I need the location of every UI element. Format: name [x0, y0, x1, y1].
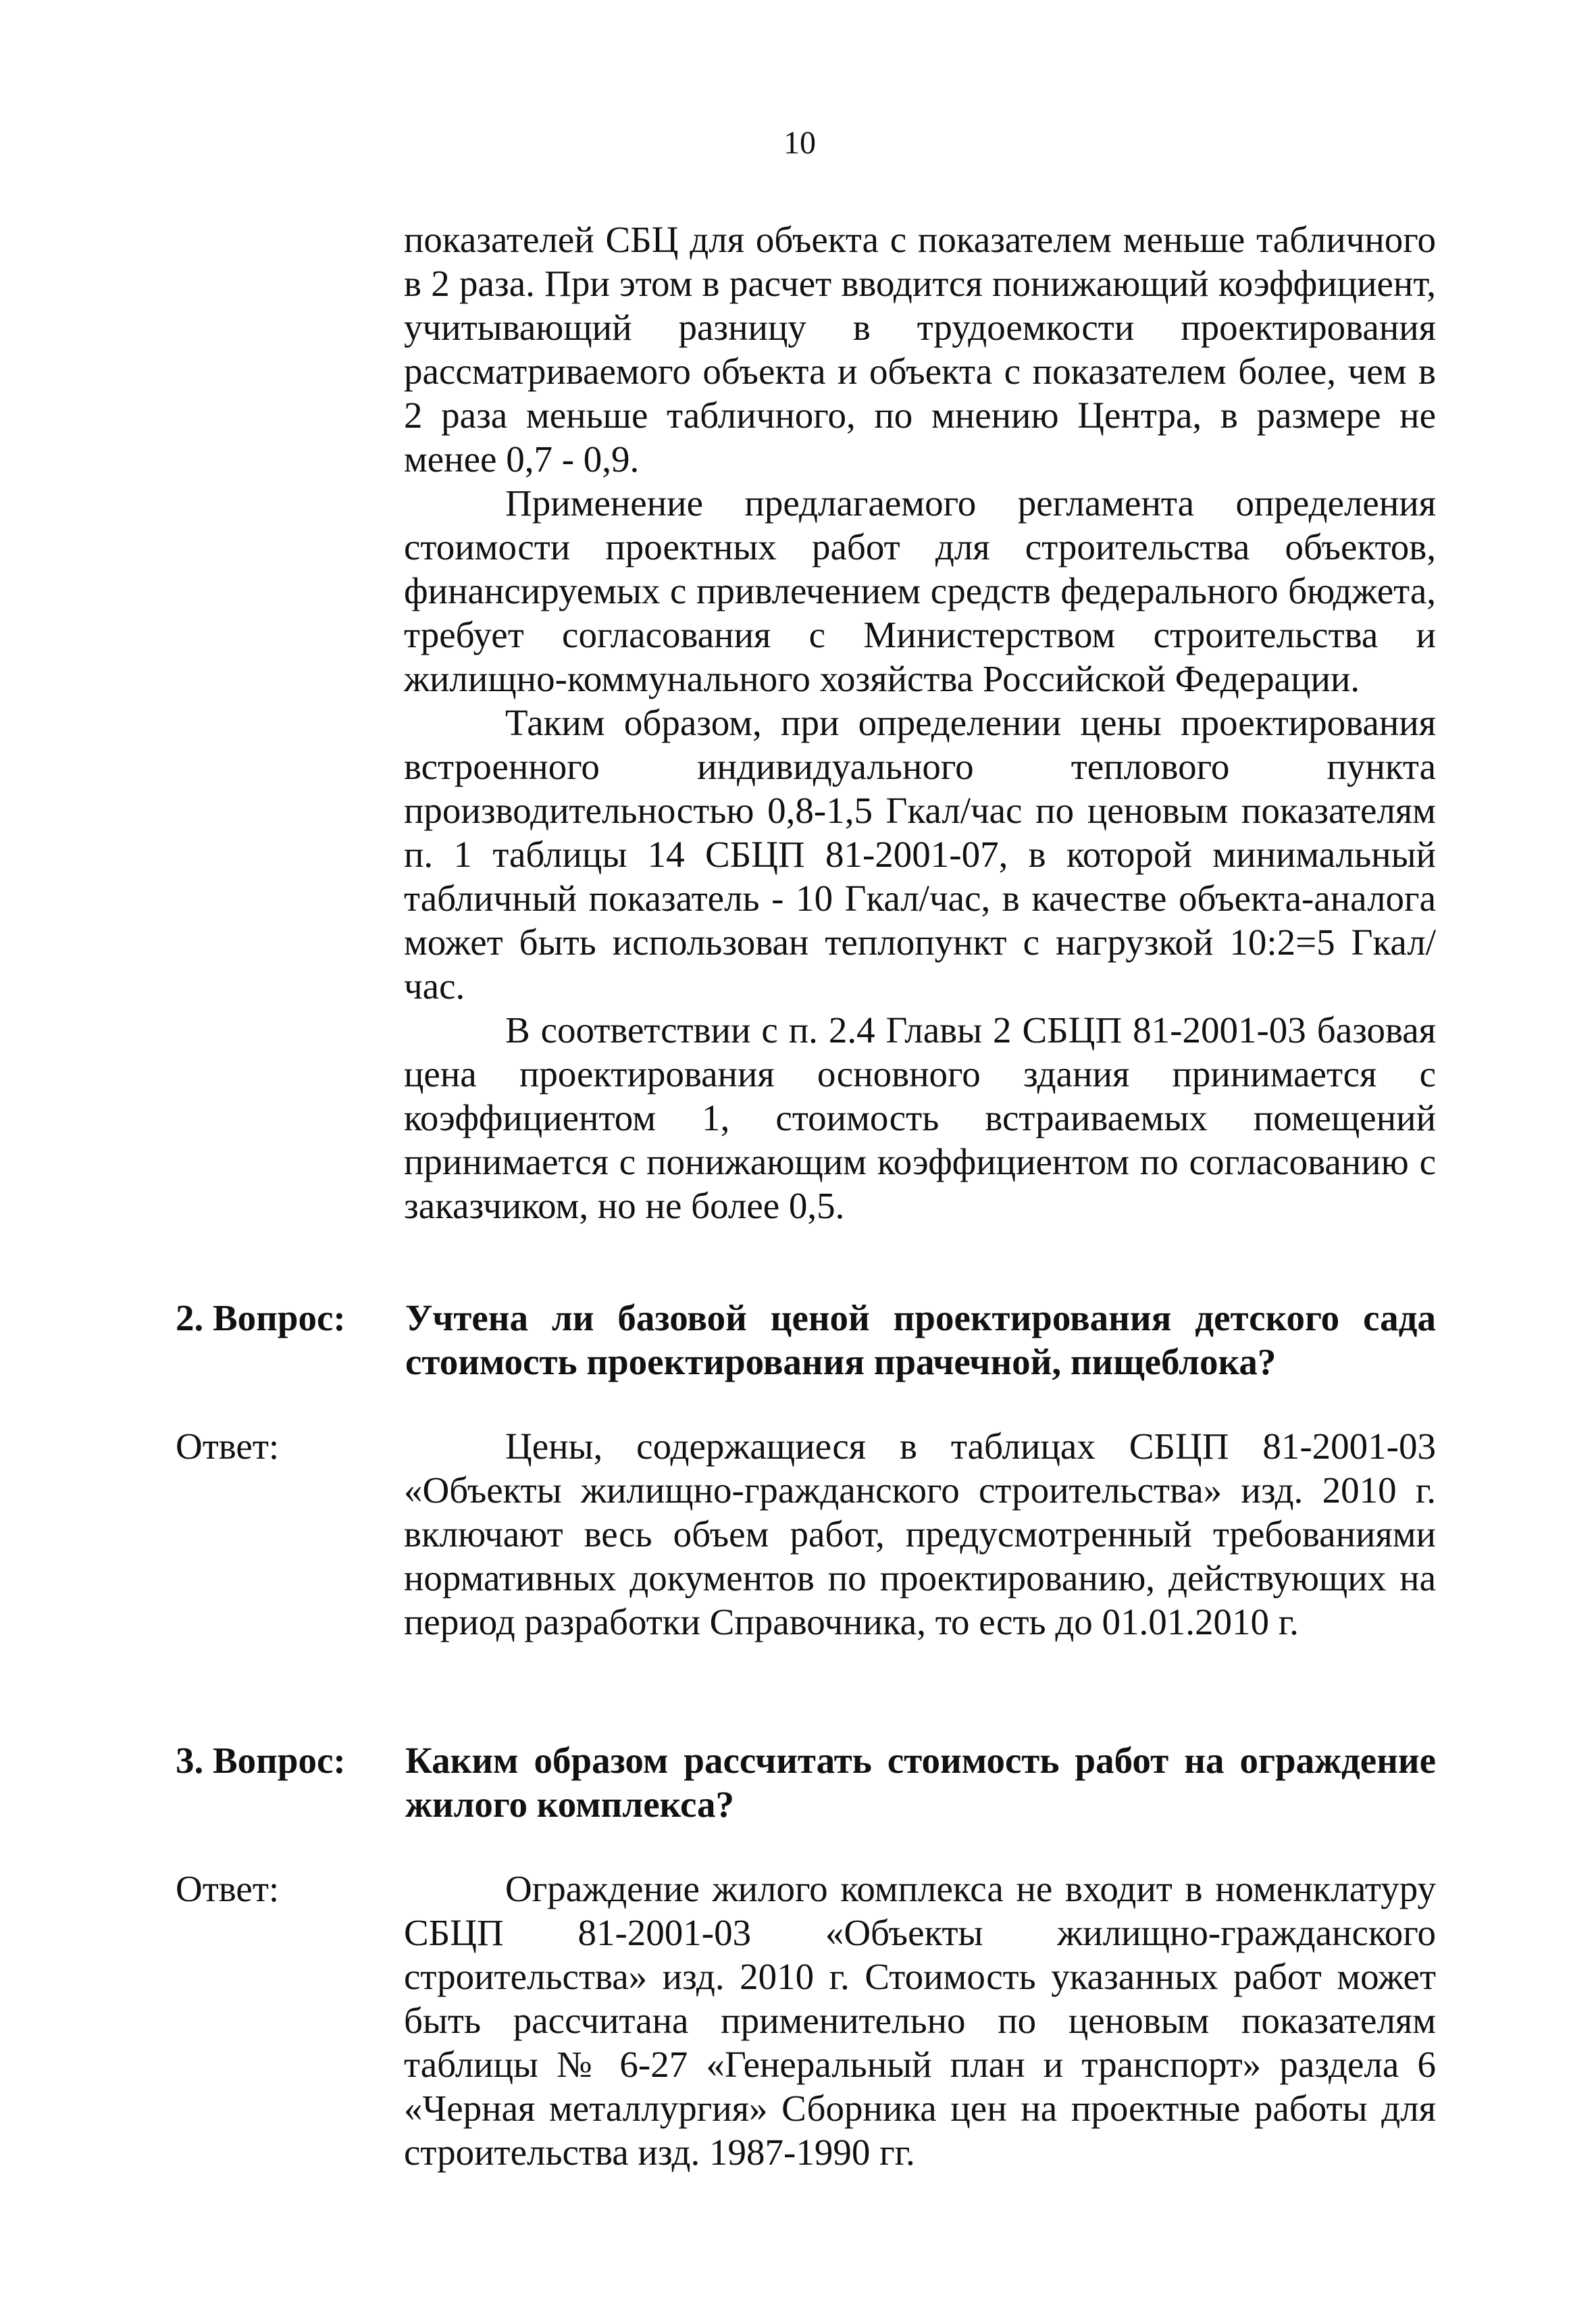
question-text: Учтена ли базовой ценой проектирования детского сада стоимость проектирования прачечной, пищеблока? — [405, 1297, 1436, 1382]
intro-paragraph: показателей СБЦ для объекта с показателем меньше табличного в 2 раза. При этом в расчет вводится понижающий коэффициент, учитывающий разницу в трудоемкости проектирования рассматриваемого объекта и объекта с показателем более, чем в 2 раза меньше табличного, по мнению Центра, в размере не менее 0,7 - 0,9. — [404, 219, 1436, 480]
intro-paragraph: Применение предлагаемого регламента определения стоимости проектных работ для строительства объектов, финансируемых с привлечением средств федерального бюджета, требует согласования с Министерством строительства и жилищно-коммунального хозяйства Российской Федерации. — [404, 482, 1436, 699]
answer-text: Ограждение жилого комплекса не входит в номенклатуру СБЦП 81-2001-03 «Объекты жилищно-гражданского строительства» изд. 2010 г. Стоимость указанных работ может быть рассчитана применительно по ценовым показателям таблицы № 6-27 «Генеральный план и транспорт» раздела 6 «Черная металлургия» Сборника цен на проектные работы для строительства изд. 1987-1990 гг. — [404, 1868, 1436, 2173]
question-label: 2. Вопрос: — [176, 1297, 346, 1338]
intro-paragraph: Таким образом, при определении цены проектирования встроенного индивидуального теплового пункта производительностью 0,8-1,5 Гкал/час по ценовым показателям п. 1 таблицы 14 СБЦП 81-2001-07, в которой минимальный табличный показатель - 10 Гкал/час, в качестве объекта-аналога может быть использован теплопункт с нагрузкой 10:2=5 Гкал/час. — [404, 702, 1436, 1007]
question-text: Каким образом рассчитать стоимость работ на ограждение жилого комплекса? — [405, 1740, 1436, 1825]
answer-label: Ответ: — [176, 1426, 280, 1467]
answer-label: Ответ: — [176, 1868, 280, 1909]
intro-text — [404, 218, 1436, 1228]
intro-paragraph: В соответствии с п. 2.4 Главы 2 СБЦП 81-2001-03 базовая цена проектирования основного здания принимается с коэффициентом 1, стоимость встраиваемых помещений принимается с понижающим коэффициентом по согласованию с заказчиком, но не более 0,5. — [404, 1009, 1436, 1226]
page-number: 10 — [783, 125, 816, 161]
question-label: 3. Вопрос: — [176, 1740, 346, 1781]
answer-text: Цены, содержащиеся в таблицах СБЦП 81-2001-03 «Объекты жилищно-гражданского строительства» изд. 2010 г. включают весь объем работ, предусмотренный требованиями нормативных документов по проектированию, действующих на период разработки Справочника, то есть до 01.01.2010 г. — [404, 1426, 1436, 1642]
